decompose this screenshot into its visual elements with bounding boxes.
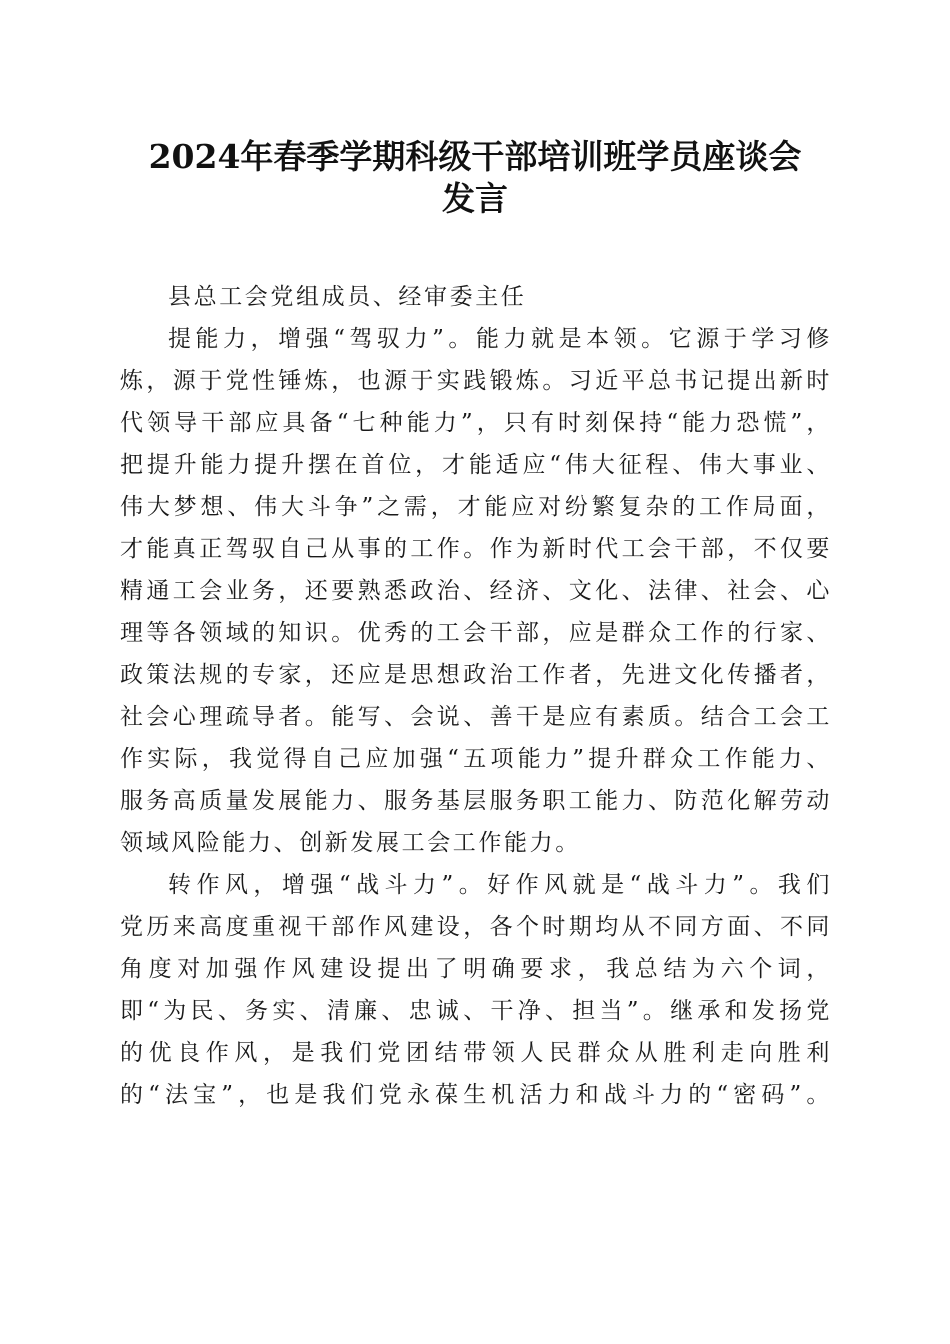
document-body [120,276,832,1116]
paragraph-line: 作实际，我觉得自己应加强“五项能力”提升群众工作能力、 [120,746,832,772]
paragraph-line: 的优良作风，是我们党团结带领人民群众从胜利走向胜利 [120,1040,832,1066]
paragraph-line: 社会心理疏导者。能写、会说、善干是应有素质。结合工会工 [120,704,832,730]
author-line: 县总工会党组成员、经审委主任 [168,284,527,310]
paragraph-line: 提能力，增强“驾驭力”。能力就是本领。它源于学习修 [168,326,832,352]
paragraph-line: 政策法规的专家，还应是思想政治工作者，先进文化传播者， [120,662,832,688]
paragraph-line: 服务高质量发展能力、服务基层服务职工能力、防范化解劳动 [120,788,832,814]
title-line-1: 2024年春季学期科级干部培训班学员座谈会 [148,137,802,176]
paragraph-line: 代领导干部应具备“七种能力”，只有时刻保持“能力恐慌”， [120,410,832,436]
paragraph-line: 党历来高度重视干部作风建设，各个时期均从不同方面、不同 [120,914,832,940]
paragraph-line: 转作风，增强“战斗力”。好作风就是“战斗力”。我们 [168,872,832,898]
paragraph-line: 把提升能力提升摆在首位，才能适应“伟大征程、伟大事业、 [120,452,832,478]
paragraph-line: 才能真正驾驭自己从事的工作。作为新时代工会干部，不仅要 [120,536,832,562]
paragraph-line: 理等各领域的知识。优秀的工会干部，应是群众工作的行家、 [120,620,832,646]
document-title [120,136,830,220]
paragraph-line: 炼，源于党性锤炼，也源于实践锻炼。习近平总书记提出新时 [120,368,832,394]
paragraph-line: 的“法宝”，也是我们党永葆生机活力和战斗力的“密码”。 [120,1082,832,1108]
paragraph-1 [120,318,832,864]
paragraph-line: 精通工会业务，还要熟悉政治、经济、文化、法律、社会、心 [120,578,832,604]
title-line-2: 发言 [442,179,508,218]
paragraph-line: 角度对加强作风建设提出了明确要求，我总结为六个词， [120,956,832,982]
paragraph-line: 即“为民、务实、清廉、忠诚、干净、担当”。继承和发扬党 [120,998,832,1024]
paragraph-line: 领域风险能力、创新发展工会工作能力。 [120,830,581,856]
paragraph-2 [120,864,832,1116]
paragraph-line: 伟大梦想、伟大斗争”之需，才能应对纷繁复杂的工作局面， [120,494,832,520]
